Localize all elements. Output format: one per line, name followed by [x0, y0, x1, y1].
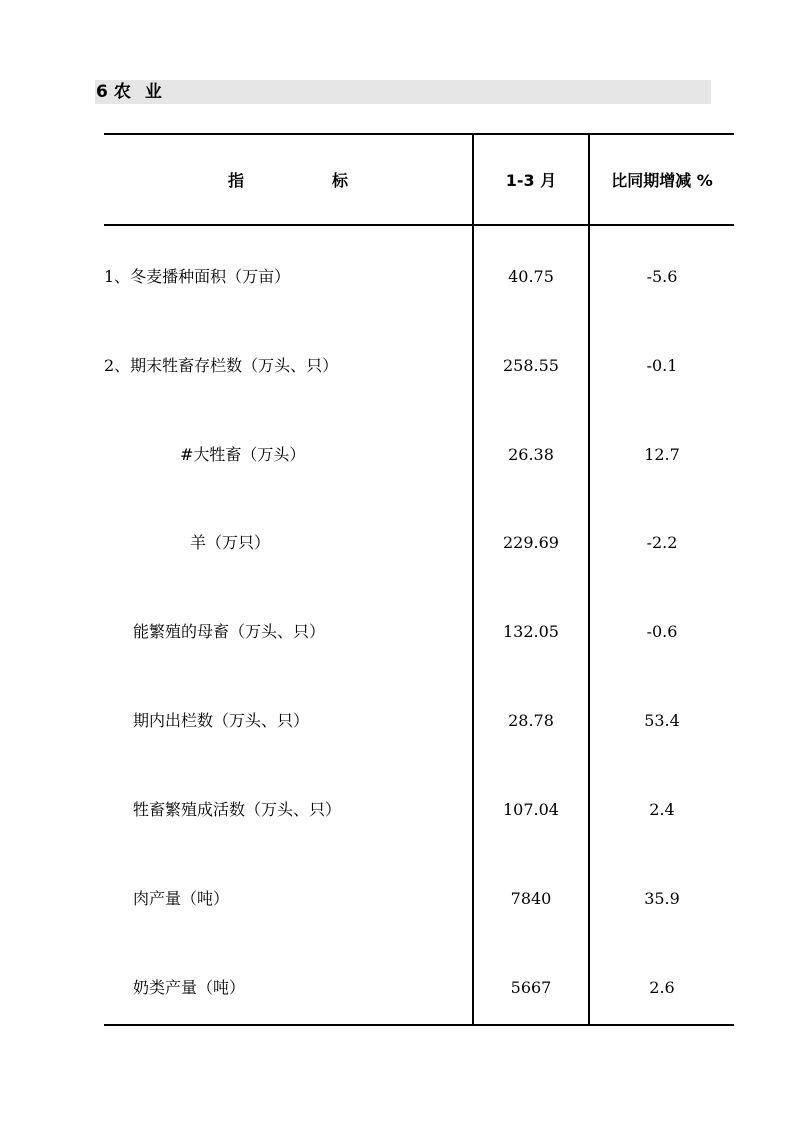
table-row — [104, 800, 734, 820]
row-value: 132.05 — [503, 622, 559, 641]
table-row — [104, 445, 734, 465]
row-change: 12.7 — [644, 445, 680, 464]
header-indicator — [104, 133, 472, 225]
row-change: -0.1 — [646, 356, 678, 375]
table-row — [104, 356, 734, 376]
row-value: 5667 — [510, 978, 552, 997]
header-period: 1-3 月 — [505, 170, 557, 190]
header-indicator-char-2: 标 — [332, 170, 349, 190]
table-row — [104, 622, 734, 642]
row-label: #大牲畜（万头） — [180, 445, 306, 464]
table-row — [104, 889, 734, 909]
row-change: 53.4 — [644, 711, 680, 730]
row-label: 能繁殖的母畜（万头、只） — [133, 622, 326, 641]
table-row — [104, 978, 734, 998]
section-title-char-2: 业 — [144, 82, 162, 102]
table-row — [104, 533, 734, 553]
row-change: -0.6 — [646, 622, 678, 641]
row-label: 肉产量（吨） — [133, 889, 230, 908]
row-label: 牲畜繁殖成活数（万头、只） — [133, 800, 342, 819]
row-change: 2.4 — [649, 800, 675, 819]
row-value: 26.38 — [508, 445, 554, 464]
row-label: 期内出栏数（万头、只） — [133, 711, 310, 730]
section-title-char-1: 农 — [113, 82, 131, 102]
row-label: 1、冬麦播种面积（万亩） — [104, 267, 291, 286]
row-change: -2.2 — [646, 533, 678, 552]
row-change: -5.6 — [646, 267, 678, 286]
agriculture-table — [104, 133, 734, 1026]
row-value: 229.69 — [503, 533, 559, 552]
row-change: 35.9 — [644, 889, 680, 908]
row-label: 羊（万只） — [190, 533, 271, 552]
row-value: 7840 — [510, 889, 552, 908]
row-value: 258.55 — [503, 356, 559, 375]
section-title — [96, 81, 162, 103]
table-row — [104, 711, 734, 731]
section-header-bar — [95, 80, 711, 104]
row-value: 28.78 — [508, 711, 554, 730]
header-indicator-char-1: 指 — [227, 170, 244, 190]
row-change: 2.6 — [649, 978, 675, 997]
section-number: 6 — [96, 82, 108, 102]
table-bottom-rule — [104, 1024, 734, 1026]
row-value: 40.75 — [508, 267, 554, 286]
table-row — [104, 267, 734, 287]
header-change: 比同期增减 % — [611, 170, 713, 190]
row-label: 奶类产量（吨） — [133, 978, 246, 997]
row-value: 107.04 — [503, 800, 559, 819]
row-label: 2、期末牲畜存栏数（万头、只） — [104, 356, 339, 375]
